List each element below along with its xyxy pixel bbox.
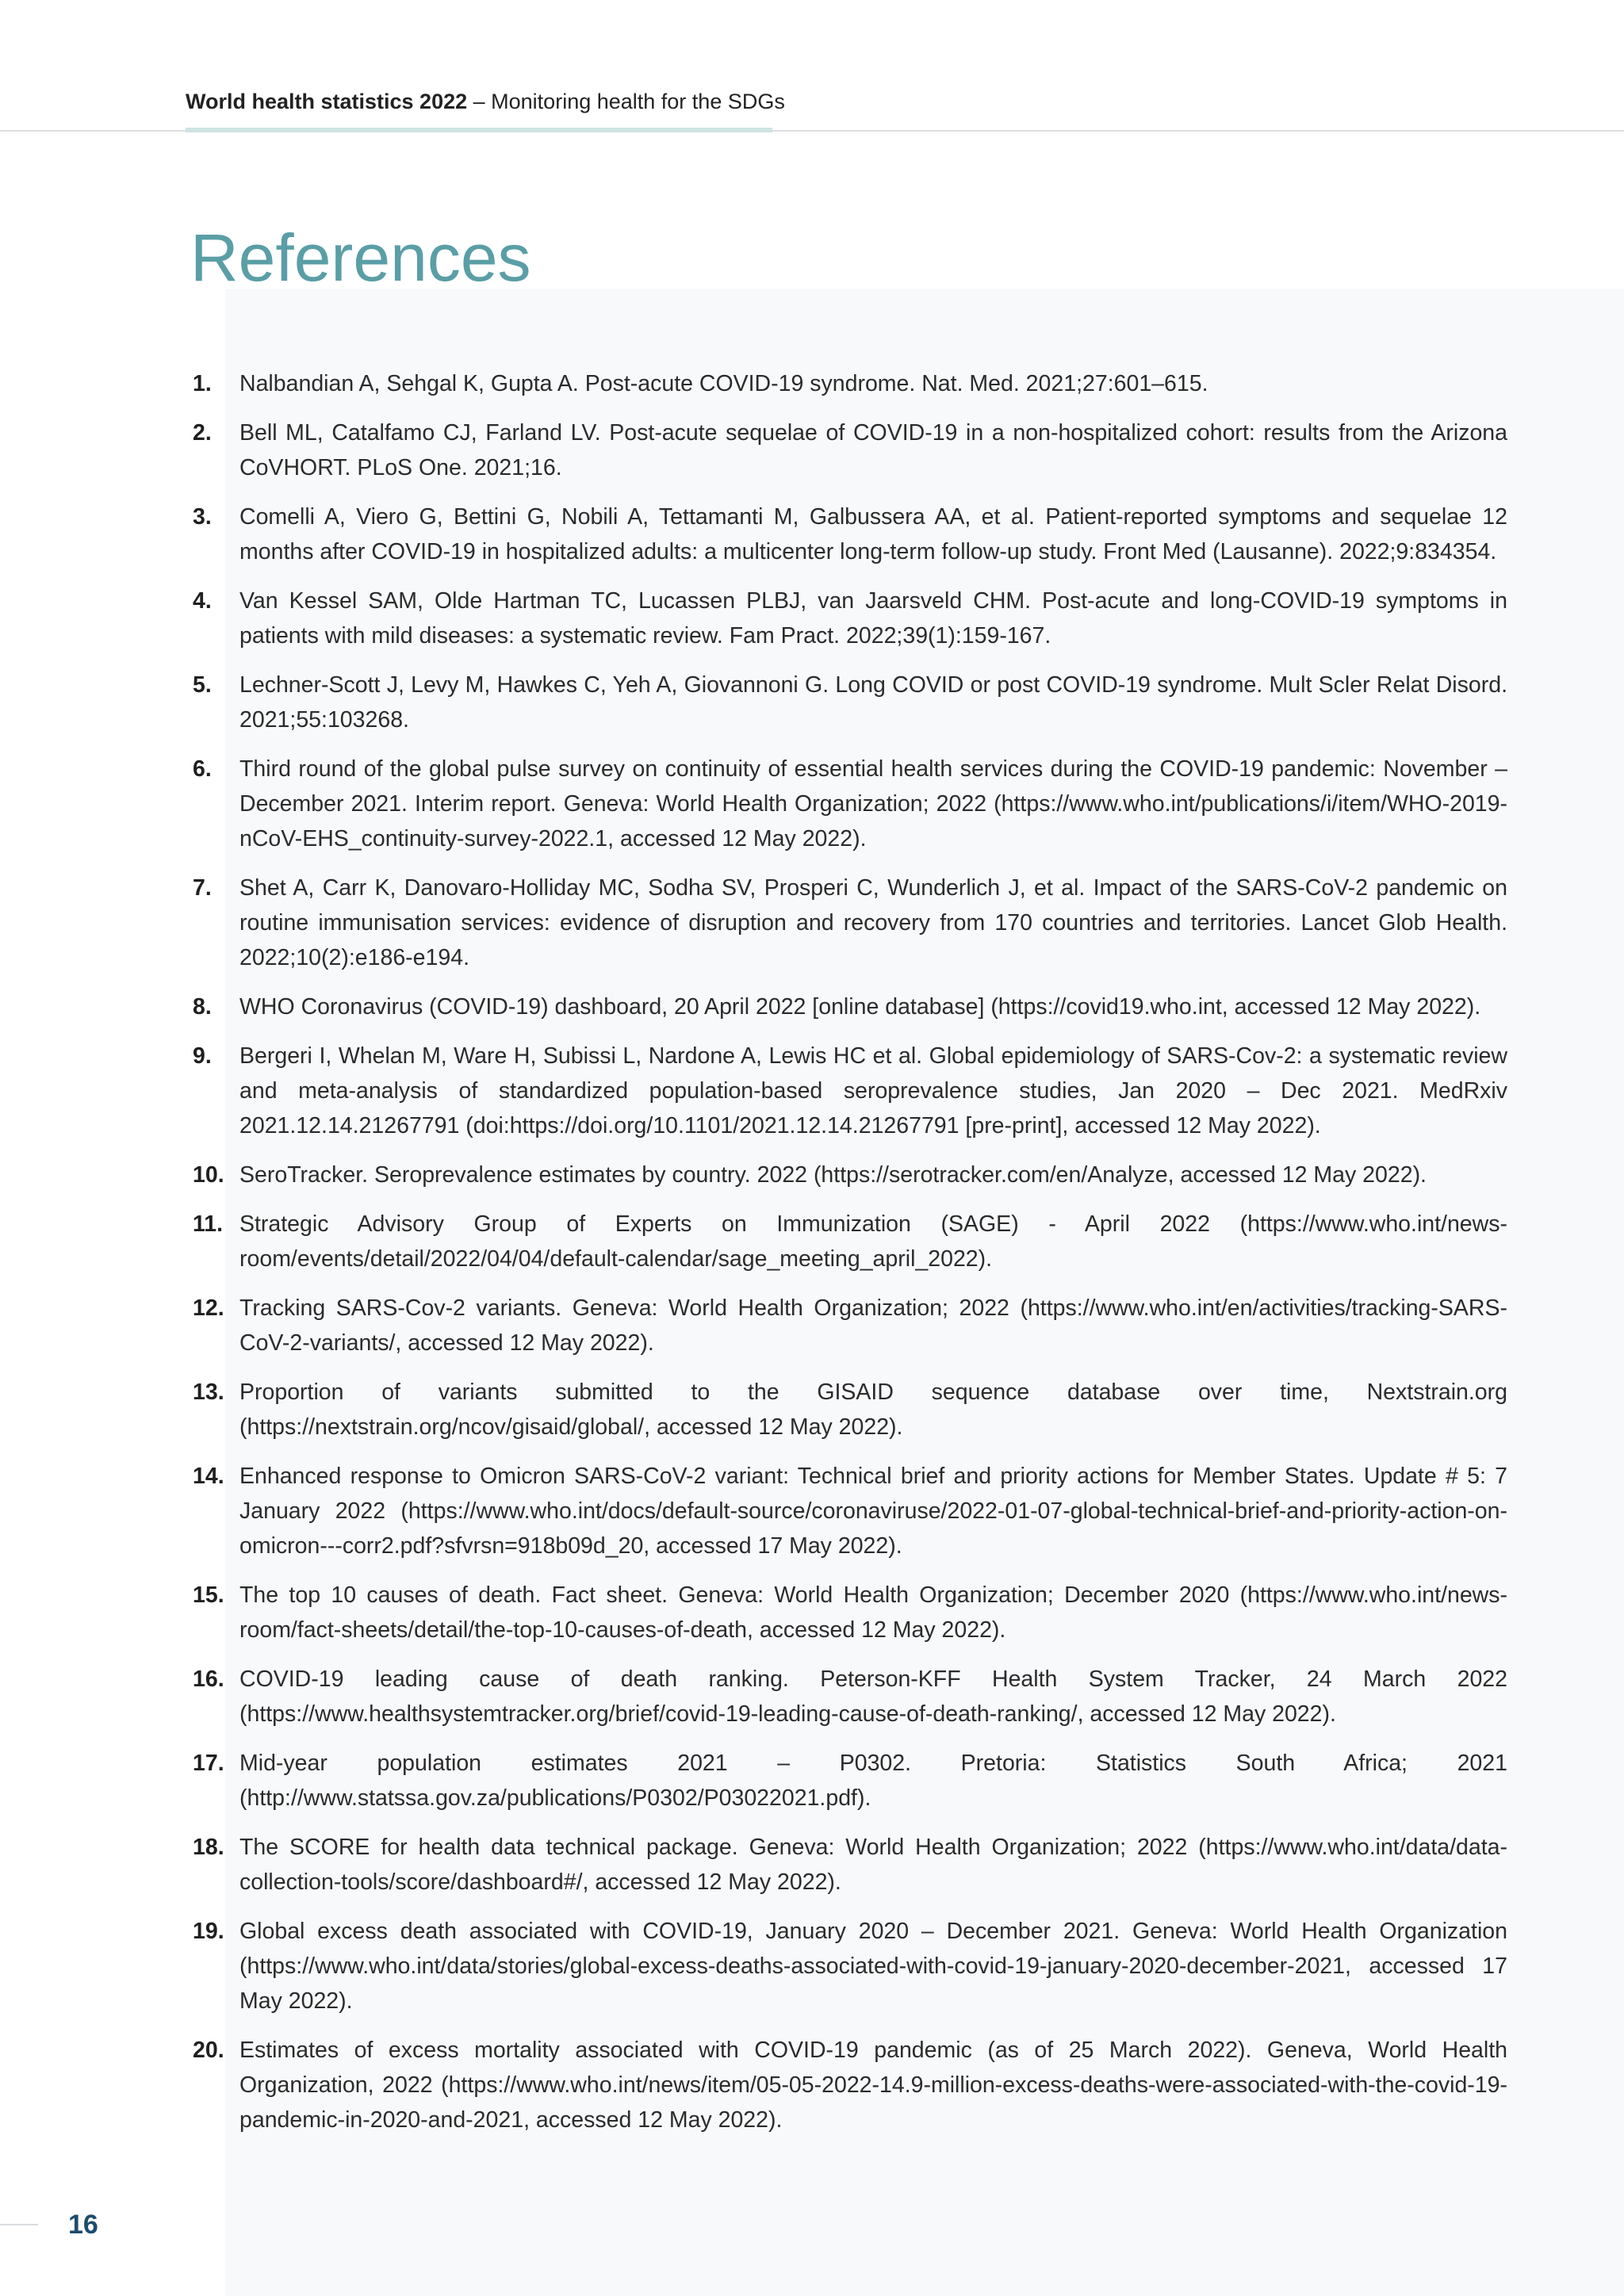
reference-text: The SCORE for health data technical package. Geneva: World Health Organization; 2022 (https://www.who.int/data/data-collection-tools/score/dashboard#/, accessed 12 May 2022).	[239, 1835, 1507, 1895]
reference-item	[193, 584, 1507, 653]
reference-text: Nalbandian A, Sehgal K, Gupta A. Post-acute COVID-19 syndrome. Nat. Med. 2021;27:601–615.	[239, 371, 1208, 396]
reference-text: Tracking SARS-Cov-2 variants. Geneva: World Health Organization; 2022 (https://www.who.int/en/activities/tracking-SARS-CoV-2-variants/, accessed 12 May 2022).	[239, 1295, 1507, 1356]
reference-text: Estimates of excess mortality associated with COVID-19 pandemic (as of 25 March 2022). Geneva, World Health Organization, 2022 (https://www.who.int/news/item/05-05-2022-14.9-million-excess-deaths-were-associated-with-the-covid-19-pandemic-in-2020-and-2021, accessed 12 May 2022).	[239, 2038, 1507, 2133]
reference-number: 13.	[193, 1380, 224, 1405]
reference-number: 20.	[193, 2038, 224, 2063]
reference-text: WHO Coronavirus (COVID-19) dashboard, 20 April 2022 [online database] (https://covid19.who.int, accessed 12 May 2022).	[239, 994, 1481, 1020]
reference-text: Strategic Advisory Group of Experts on Immunization (SAGE) - April 2022 (https://www.who.int/news-room/events/detail/2022/04/04/default-calendar/sage_meeting_april_2022).	[239, 1211, 1507, 1272]
reference-number: 6.	[193, 756, 212, 782]
reference-text: The top 10 causes of death. Fact sheet. Geneva: World Health Organization; December 2020 (https://www.who.int/news-room/fact-sheets/detail/the-top-10-causes-of-death, accessed 12 May 2022).	[239, 1582, 1507, 1643]
reference-number: 5.	[193, 672, 212, 698]
reference-number: 11.	[193, 1211, 224, 1237]
header-accent-bar	[186, 128, 772, 132]
reference-text: Global excess death associated with COVID-19, January 2020 – December 2021. Geneva: World Health Organization (https://www.who.int/data/stories/global-excess-deaths-associated-with-covid-19-january-2020-december-2021, accessed 17 May 2022).	[239, 1919, 1507, 2014]
reference-item	[193, 668, 1507, 737]
reference-text: Third round of the global pulse survey on continuity of essential health services during the COVID-19 pandemic: November – December 2021. Interim report. Geneva: World Health Organization; 2022 (https://www.who.int/publications/i/item/WHO-2019-nCoV-EHS_continuity-survey-2022.1, accessed 12 May 2022).	[239, 756, 1507, 851]
reference-text: Bell ML, Catalfamo CJ, Farland LV. Post-acute sequelae of COVID-19 in a non-hospitalized cohort: results from the Arizona CoVHORT. PLoS One. 2021;16.	[239, 420, 1507, 480]
reference-number: 18.	[193, 1835, 224, 1860]
reference-item	[193, 499, 1507, 569]
reference-number: 4.	[193, 588, 212, 614]
footer-rule	[0, 2224, 38, 2225]
references-list	[193, 366, 1507, 2152]
running-header	[186, 87, 785, 116]
reference-item	[193, 2033, 1507, 2137]
reference-item	[193, 1207, 1507, 1276]
reference-number: 19.	[193, 1919, 224, 1944]
reference-item	[193, 1291, 1507, 1360]
reference-number: 1.	[193, 371, 212, 396]
header-subtitle: – Monitoring health for the SDGs	[467, 90, 785, 113]
reference-number: 17.	[193, 1751, 224, 1776]
reference-text: Proportion of variants submitted to the GISAID sequence database over time, Nextstrain.org (https://nextstrain.org/ncov/gisaid/global/, accessed 12 May 2022).	[239, 1380, 1507, 1440]
reference-item	[193, 1158, 1507, 1192]
reference-number: 7.	[193, 875, 212, 901]
reference-text: SeroTracker. Seroprevalence estimates by country. 2022 (https://serotracker.com/en/Analyze, accessed 12 May 2022).	[239, 1162, 1427, 1188]
reference-item	[193, 1914, 1507, 2019]
reference-item	[193, 1039, 1507, 1143]
reference-item	[193, 1459, 1507, 1563]
reference-number: 15.	[193, 1582, 224, 1608]
header-title: World health statistics 2022	[186, 90, 468, 113]
reference-text: Enhanced response to Omicron SARS-CoV-2 variant: Technical brief and priority actions for Member States. Update # 5: 7 January 2022 (https://www.who.int/docs/default-source/coronaviruse/2022-01-07-global-technical-brief-and-priority-action-on-omicron---corr2.pdf?sfvrsn=918b09d_20, accessed 17 May 2022).	[239, 1464, 1507, 1559]
reference-item	[193, 366, 1507, 401]
reference-text: Comelli A, Viero G, Bettini G, Nobili A, Tettamanti M, Galbussera AA, et al. Patient-reported symptoms and sequelae 12 months after COVID-19 in hospitalized adults: a multicenter long-term follow-up study. Front Med (Lausanne). 2022;9:834354.	[239, 504, 1507, 564]
reference-item	[193, 989, 1507, 1024]
reference-text: Shet A, Carr K, Danovaro-Holliday MC, Sodha SV, Prosperi C, Wunderlich J, et al. Impact of the SARS-CoV-2 pandemic on routine immunisation services: evidence of disruption and recovery from 170 countries and territories. Lancet Glob Health. 2022;10(2):e186-e194.	[239, 875, 1507, 970]
reference-item	[193, 871, 1507, 975]
reference-item	[193, 1662, 1507, 1732]
reference-number: 8.	[193, 994, 212, 1020]
reference-number: 3.	[193, 504, 212, 530]
reference-number: 14.	[193, 1464, 224, 1489]
reference-item	[193, 415, 1507, 485]
reference-text: Van Kessel SAM, Olde Hartman TC, Lucassen PLBJ, van Jaarsveld CHM. Post-acute and long-COVID-19 symptoms in patients with mild diseases: a systematic review. Fam Pract. 2022;39(1):159-167.	[239, 588, 1507, 649]
page-title: References	[190, 220, 531, 295]
reference-item	[193, 1830, 1507, 1900]
reference-number: 2.	[193, 420, 212, 446]
reference-text: Bergeri I, Whelan M, Ware H, Subissi L, Nardone A, Lewis HC et al. Global epidemiology of SARS-Cov-2: a systematic review and meta-analysis of standardized population-based seroprevalence studies, Jan 2020 – Dec 2021. MedRxiv 2021.12.14.21267791 (doi:https://doi.org/10.1101/2021.12.14.21267791 [pre-print], accessed 12 May 2022).	[239, 1043, 1507, 1138]
reference-number: 12.	[193, 1295, 224, 1321]
reference-number: 16.	[193, 1667, 224, 1692]
reference-item	[193, 752, 1507, 856]
reference-item	[193, 1578, 1507, 1647]
reference-text: Mid-year population estimates 2021 – P0302. Pretoria: Statistics South Africa; 2021 (http://www.statssa.gov.za/publications/P0302/P03022021.pdf).	[239, 1751, 1507, 1811]
reference-number: 9.	[193, 1043, 212, 1069]
reference-item	[193, 1375, 1507, 1445]
reference-number: 10.	[193, 1162, 224, 1188]
reference-text: COVID-19 leading cause of death ranking. Peterson-KFF Health System Tracker, 24 March 2022 (https://www.healthsystemtracker.org/brief/covid-19-leading-cause-of-death-ranking/, accessed 12 May 2022).	[239, 1667, 1507, 1727]
page-number: 16	[68, 2210, 98, 2240]
reference-text: Lechner-Scott J, Levy M, Hawkes C, Yeh A, Giovannoni G. Long COVID or post COVID-19 syndrome. Mult Scler Relat Disord. 2021;55:103268.	[239, 672, 1507, 733]
reference-item	[193, 1746, 1507, 1816]
